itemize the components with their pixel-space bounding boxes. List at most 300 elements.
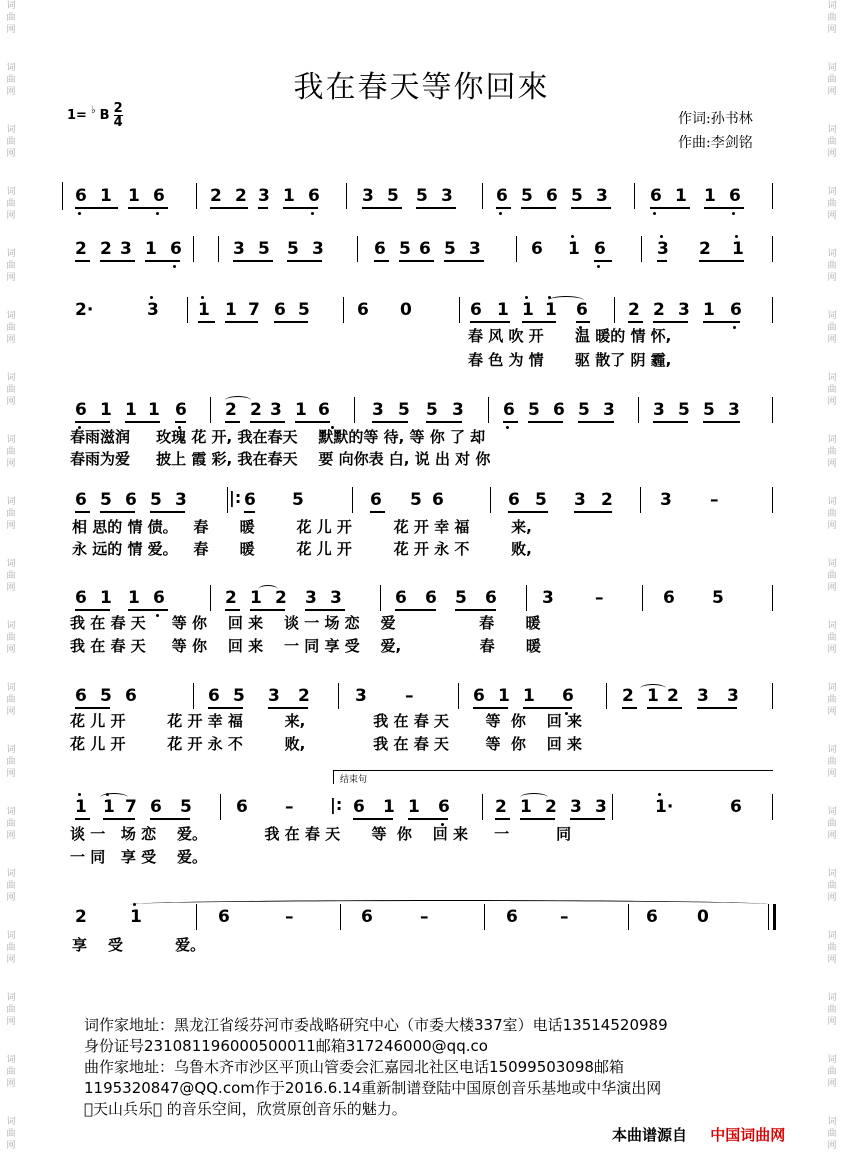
watermark-glyphs: 词 曲 网 <box>827 1117 837 1151</box>
note: 2 <box>667 686 679 706</box>
slur-tie <box>225 396 251 405</box>
bar-line <box>516 236 517 262</box>
composer-credit: 作曲:李剑铭 <box>678 135 753 151</box>
key-note: B <box>99 108 110 123</box>
beam-underline <box>622 707 637 709</box>
watermark-glyphs: 词 曲 网 <box>827 745 837 779</box>
note: 6 <box>353 797 365 817</box>
note: 2 <box>601 490 613 510</box>
note: 3 <box>355 686 367 706</box>
beam-underline <box>470 321 510 323</box>
slur-tie <box>100 793 128 802</box>
beam-underline <box>75 609 110 611</box>
note: 6 <box>218 907 230 927</box>
beam-underline <box>473 707 508 709</box>
beam-underline <box>370 511 385 513</box>
footer-line: 曲作家地址：乌鲁木齐市沙区平顶山管委会汇嘉园北社区电话15099503098邮箱 <box>84 1058 624 1076</box>
octave-dot-below <box>653 212 656 215</box>
note: 3 <box>727 686 739 706</box>
note: 1 <box>128 186 140 206</box>
note: 1 <box>497 300 509 320</box>
beam-underline <box>233 260 273 262</box>
bar-line <box>614 297 615 323</box>
watermark-glyphs: 词 曲 网 <box>827 187 837 221</box>
note: 5 <box>258 239 270 259</box>
note: 3 <box>233 239 245 259</box>
lyric-line: 相 思的 情 债。 春 暖 花 儿 开 花 开 幸 福 来, <box>72 518 532 536</box>
beam-underline <box>522 321 556 323</box>
note: 1 <box>128 588 140 608</box>
note: 6 <box>729 186 741 206</box>
beam-underline <box>75 818 90 820</box>
bar-line <box>641 236 642 262</box>
footer-line:  天山兵乐  的音乐空间，欣赏原创音乐的魅力。 <box>84 1100 407 1118</box>
beam-underline <box>75 421 110 423</box>
note: 3 <box>469 239 481 259</box>
note: 6 <box>576 300 588 320</box>
bar-line <box>354 397 355 423</box>
slur-tie <box>548 296 584 305</box>
watermark-glyphs: 词 曲 网 <box>6 497 16 531</box>
beam-underline <box>75 707 110 709</box>
lyricist-credit: 作词:孙书林 <box>678 111 753 127</box>
beam-underline <box>295 421 330 423</box>
beam-underline <box>175 421 186 423</box>
note: – <box>710 490 719 510</box>
note: 6 <box>244 490 256 510</box>
source-label: 本曲谱源自 <box>612 1126 688 1144</box>
note: 3 <box>362 186 374 206</box>
note: 7 <box>125 797 137 817</box>
note: 6 <box>496 186 508 206</box>
bar-line <box>772 585 773 611</box>
bar-line <box>488 397 489 423</box>
note: 6 <box>361 907 373 927</box>
beam-underline <box>75 260 90 262</box>
note: 3 <box>678 300 690 320</box>
watermark-glyphs: 词 曲 网 <box>6 435 16 469</box>
lyric-line: 永 远的 情 爱。 春 暖 花 儿 开 花 开 永 不 败, <box>72 540 532 558</box>
beam-underline <box>570 818 605 820</box>
note: 5 <box>521 186 533 206</box>
note: 6 <box>374 239 386 259</box>
beam-underline <box>521 207 556 209</box>
bar-line <box>357 236 358 262</box>
note: 6 <box>125 490 137 510</box>
note: 6 <box>594 239 606 259</box>
beam-underline <box>571 207 611 209</box>
note: 1 <box>568 239 580 259</box>
note: 6 <box>150 797 162 817</box>
note: 3 <box>372 400 384 420</box>
note: 1 <box>732 239 744 259</box>
watermark-glyphs: 词 曲 网 <box>827 1 837 35</box>
right-watermark-strip <box>823 0 841 1172</box>
source-site[interactable]: 中国词曲网 <box>710 1126 786 1144</box>
note: 3 <box>268 686 280 706</box>
watermark-glyphs: 词 曲 网 <box>6 745 16 779</box>
note: 6 <box>546 186 558 206</box>
watermark-glyphs: 词 曲 网 <box>6 869 16 903</box>
note: 2 <box>653 300 665 320</box>
note: 1 <box>498 686 510 706</box>
watermark-glyphs: 词 曲 网 <box>6 373 16 407</box>
note: 6 <box>395 588 407 608</box>
note: 3 <box>574 490 586 510</box>
note: 5 <box>287 239 299 259</box>
lyric-line: 享 受 爱。 <box>72 936 206 954</box>
watermark-glyphs: 词 曲 网 <box>827 63 837 97</box>
note: 1 <box>703 300 715 320</box>
bar-line <box>772 236 773 262</box>
beam-underline <box>75 511 90 513</box>
note: 1 <box>198 300 210 320</box>
bar-line <box>193 236 194 262</box>
watermark-glyphs: 词 曲 网 <box>827 1055 837 1089</box>
bar-line <box>482 183 483 209</box>
beam-underline <box>594 260 612 262</box>
beam-underline <box>574 511 612 513</box>
note: 3 <box>452 400 464 420</box>
octave-dot-above <box>660 235 663 238</box>
beam-underline <box>250 421 285 423</box>
note: 2 <box>225 400 237 420</box>
beam-underline <box>496 207 511 209</box>
note: 6 <box>75 686 87 706</box>
octave-dot-above <box>735 235 738 238</box>
beam-underline <box>416 207 456 209</box>
beam-underline <box>647 707 682 709</box>
repeat-sign: |: <box>330 795 343 814</box>
bar-line <box>338 683 339 709</box>
bar-line <box>196 183 197 209</box>
note: 3 <box>441 186 453 206</box>
lyric-line: 谈 一 场 恋 爱。 我 在 春 天 等 你 回 来 一 同 <box>70 825 572 843</box>
octave-dot-below <box>597 265 600 268</box>
beam-underline <box>426 421 462 423</box>
beam-underline <box>374 260 389 262</box>
note: 3 <box>147 300 159 320</box>
slur-tie <box>640 684 666 693</box>
note: 6 <box>370 490 382 510</box>
note: 7 <box>248 300 260 320</box>
lyric-line: 花 儿 开 花 开 幸 福 来, 我 在 春 天 等 你 回 来 <box>70 712 583 730</box>
note: 5 <box>150 490 162 510</box>
note: 6 <box>432 490 444 510</box>
note: 5 <box>571 186 583 206</box>
beam-underline <box>128 609 168 611</box>
note: 6 <box>125 686 137 706</box>
note: 6 <box>508 490 520 510</box>
note: 0 <box>697 907 709 927</box>
beam-underline <box>125 421 160 423</box>
slur-tie <box>520 793 548 802</box>
note: 3 <box>595 797 607 817</box>
note: 6 <box>438 797 450 817</box>
note: 6 <box>75 400 87 420</box>
key-prefix: 1= <box>67 108 87 123</box>
note: 6 <box>208 686 220 706</box>
bar-line <box>772 794 773 820</box>
note: 1 <box>130 907 142 927</box>
beam-underline <box>305 609 345 611</box>
note: 1 <box>125 400 137 420</box>
note: 6 <box>75 588 87 608</box>
beam-underline <box>353 818 393 820</box>
note: 6 <box>646 907 658 927</box>
note: 6 <box>562 686 574 706</box>
octave-dot-below <box>156 212 159 215</box>
note: 3 <box>653 400 665 420</box>
beam-underline <box>528 421 563 423</box>
note: 1 <box>647 686 659 706</box>
beam-underline <box>283 207 318 209</box>
bar-line <box>640 487 641 513</box>
beam-underline <box>198 321 215 323</box>
watermark-glyphs: 词 曲 网 <box>827 559 837 593</box>
note: 0 <box>400 300 412 320</box>
note: 2 <box>225 588 237 608</box>
beam-underline <box>395 609 436 611</box>
lyric-line: 春 色 为 情 驱 散了 阴 霾, <box>468 351 672 369</box>
time-bottom: 4 <box>113 115 123 130</box>
note: 3 <box>175 490 187 510</box>
beam-underline <box>703 421 740 423</box>
watermark-glyphs: 词 曲 网 <box>6 187 16 221</box>
note: 1 <box>408 797 420 817</box>
lyric-line: 春雨为爱 披上 霞 彩, 我在春天 要 向你表 白, 说 出 对 你 <box>70 450 491 468</box>
note: 6 <box>419 239 431 259</box>
lyric-line: 花 儿 开 花 开 永 不 败, 我 在 春 天 等 你 回 来 <box>70 735 583 753</box>
watermark-glyphs: 词 曲 网 <box>6 1 16 35</box>
note: 1 <box>100 186 112 206</box>
note: 2 <box>495 797 507 817</box>
bar-line <box>642 585 643 611</box>
note: 5 <box>298 300 310 320</box>
lyric-line: 我 在 春 天 等 你 回 来 谈 一 场 恋 爱 春 暖 <box>70 614 541 632</box>
watermark-glyphs: 词 曲 网 <box>827 497 837 531</box>
flat-symbol: ♭ <box>90 105 96 116</box>
note: 5 <box>416 186 428 206</box>
watermark-glyphs: 词 曲 网 <box>827 249 837 283</box>
watermark-glyphs: 词 曲 网 <box>6 125 16 159</box>
lyric-line: 我 在 春 天 等 你 回 来 一 同 享 受 爱, 春 暖 <box>70 637 541 655</box>
beam-underline <box>150 511 185 513</box>
beam-underline <box>145 260 180 262</box>
watermark-glyphs: 词 曲 网 <box>6 683 16 717</box>
note: 5 <box>292 490 304 510</box>
note: 5 <box>444 239 456 259</box>
bar-line <box>210 585 211 611</box>
bar-line <box>526 585 527 611</box>
beam-underline <box>128 207 168 209</box>
bar-line <box>634 183 635 209</box>
time-signature <box>114 102 123 129</box>
note: 1 <box>250 588 262 608</box>
note: 3 <box>330 588 342 608</box>
bar-line <box>490 487 491 513</box>
note: 5 <box>426 400 438 420</box>
octave-dot-above <box>571 235 574 238</box>
note: 5 <box>100 490 112 510</box>
watermark-glyphs: 词 曲 网 <box>827 869 837 903</box>
beam-underline <box>399 260 434 262</box>
note: 1 <box>148 400 160 420</box>
note: 2 <box>235 186 247 206</box>
note: 6 <box>308 186 320 206</box>
note: – <box>595 588 604 608</box>
beam-underline <box>520 818 555 820</box>
octave-dot-below <box>173 265 176 268</box>
note: 5 <box>410 490 422 510</box>
beam-underline <box>495 818 510 820</box>
bar-line <box>772 397 773 423</box>
note: 2 <box>628 300 640 320</box>
note: 6 <box>318 400 330 420</box>
note: 1 <box>523 686 535 706</box>
beam-underline <box>362 207 402 209</box>
note: 3 <box>270 400 282 420</box>
watermark-glyphs: 词 曲 网 <box>827 311 837 345</box>
note: 5 <box>703 400 715 420</box>
note: 1 <box>75 797 87 817</box>
note: 5 <box>578 400 590 420</box>
note: 5 <box>712 588 724 608</box>
beam-underline <box>210 207 248 209</box>
beam-underline <box>372 421 408 423</box>
key-signature <box>67 102 123 129</box>
beam-underline <box>150 818 190 820</box>
note: 3 <box>657 239 669 259</box>
watermark-glyphs: 词 曲 网 <box>6 931 16 965</box>
slur-tie <box>258 585 278 594</box>
note: 1 <box>100 400 112 420</box>
octave-dot-below <box>732 212 735 215</box>
beam-underline <box>225 321 258 323</box>
bar-line <box>227 487 228 513</box>
bar-line <box>772 683 773 709</box>
note: 5 <box>100 686 112 706</box>
slur-tie <box>130 900 770 909</box>
beam-underline <box>523 707 572 709</box>
beam-underline <box>699 260 744 262</box>
watermark-glyphs: 词 曲 网 <box>6 249 16 283</box>
octave-dot-below <box>499 212 502 215</box>
watermark-glyphs: 词 曲 网 <box>6 311 16 345</box>
beam-underline <box>576 321 590 323</box>
bar-line <box>638 397 639 423</box>
note: 6 <box>730 797 742 817</box>
note: 6 <box>170 239 182 259</box>
note: 6 <box>357 300 369 320</box>
coda-label: 结束句 <box>340 775 368 785</box>
bar-line <box>772 487 773 513</box>
beam-underline <box>508 511 548 513</box>
watermark-glyphs: 词 曲 网 <box>827 435 837 469</box>
watermark-glyphs: 词 曲 网 <box>827 621 837 655</box>
watermark-glyphs: 词 曲 网 <box>827 993 837 1027</box>
watermark-glyphs: 词 曲 网 <box>6 807 16 841</box>
note: 1 <box>704 186 716 206</box>
bar-line <box>606 683 607 709</box>
beam-underline <box>258 207 268 209</box>
note: 2 <box>298 686 310 706</box>
start-bracket <box>62 182 63 210</box>
note: 5 <box>399 239 411 259</box>
note: 1 <box>145 239 157 259</box>
note: 6 <box>470 300 482 320</box>
beam-underline <box>100 511 135 513</box>
beam-underline <box>657 260 667 262</box>
bar-line <box>380 585 381 611</box>
lyric-line: 春 风 吹 开 温 暖的 情 怀, <box>468 327 672 345</box>
note: 1 <box>283 186 295 206</box>
note: 1 <box>522 300 534 320</box>
beam-underline <box>653 421 688 423</box>
beam-underline <box>274 321 308 323</box>
note: 3 <box>603 400 615 420</box>
note: 6 <box>531 239 543 259</box>
watermark-glyphs: 词 曲 网 <box>827 807 837 841</box>
bar-line <box>220 794 221 820</box>
coda-bracket-line <box>333 770 773 771</box>
lyric-line: 一 同 享 受 爱。 <box>70 848 208 866</box>
note: 2 <box>275 588 287 608</box>
bar-line <box>210 397 211 423</box>
note: 1 <box>103 797 115 817</box>
note: 2 <box>75 907 87 927</box>
lyric-line: 春雨滋润 玫瑰 花 开, 我在春天 默默的等 待, 等 你 了 却 <box>70 428 486 446</box>
final-bar-line <box>773 904 776 930</box>
note: 3 <box>596 186 608 206</box>
note: 6 <box>425 588 437 608</box>
beam-underline <box>408 818 448 820</box>
beam-underline <box>628 321 643 323</box>
note: 2 <box>210 186 222 206</box>
note: 6 <box>730 300 742 320</box>
octave-dot-below <box>506 426 509 429</box>
bar-line <box>459 297 460 323</box>
watermark-glyphs: 词 曲 网 <box>827 931 837 965</box>
note: 5 <box>455 588 467 608</box>
note: 6 <box>506 907 518 927</box>
bar-line <box>187 297 188 323</box>
watermark-glyphs: 词 曲 网 <box>6 63 16 97</box>
footer-line: 词作家地址：黑龙江省绥芬河市委战略研究中心（市委大楼337室）电话13514520989 <box>84 1016 668 1034</box>
beam-underline <box>75 207 118 209</box>
note: 1 <box>295 400 307 420</box>
left-watermark-strip <box>2 0 20 1172</box>
octave-dot-above <box>525 296 528 299</box>
note: 6 <box>274 300 286 320</box>
note: 2 <box>75 239 87 259</box>
octave-dot-above <box>201 296 204 299</box>
note: 2· <box>75 300 94 320</box>
note: 6 <box>175 400 187 420</box>
bar-line <box>772 183 773 209</box>
bar-line <box>193 683 194 709</box>
octave-dot-above <box>150 296 153 299</box>
beam-underline <box>244 511 255 513</box>
note: – <box>285 797 294 817</box>
note: – <box>405 686 414 706</box>
note: 6 <box>153 186 165 206</box>
note: 1 <box>225 300 237 320</box>
beam-underline <box>208 707 243 709</box>
note: 5 <box>678 400 690 420</box>
note: 2 <box>545 797 557 817</box>
octave-dot-below <box>78 212 81 215</box>
